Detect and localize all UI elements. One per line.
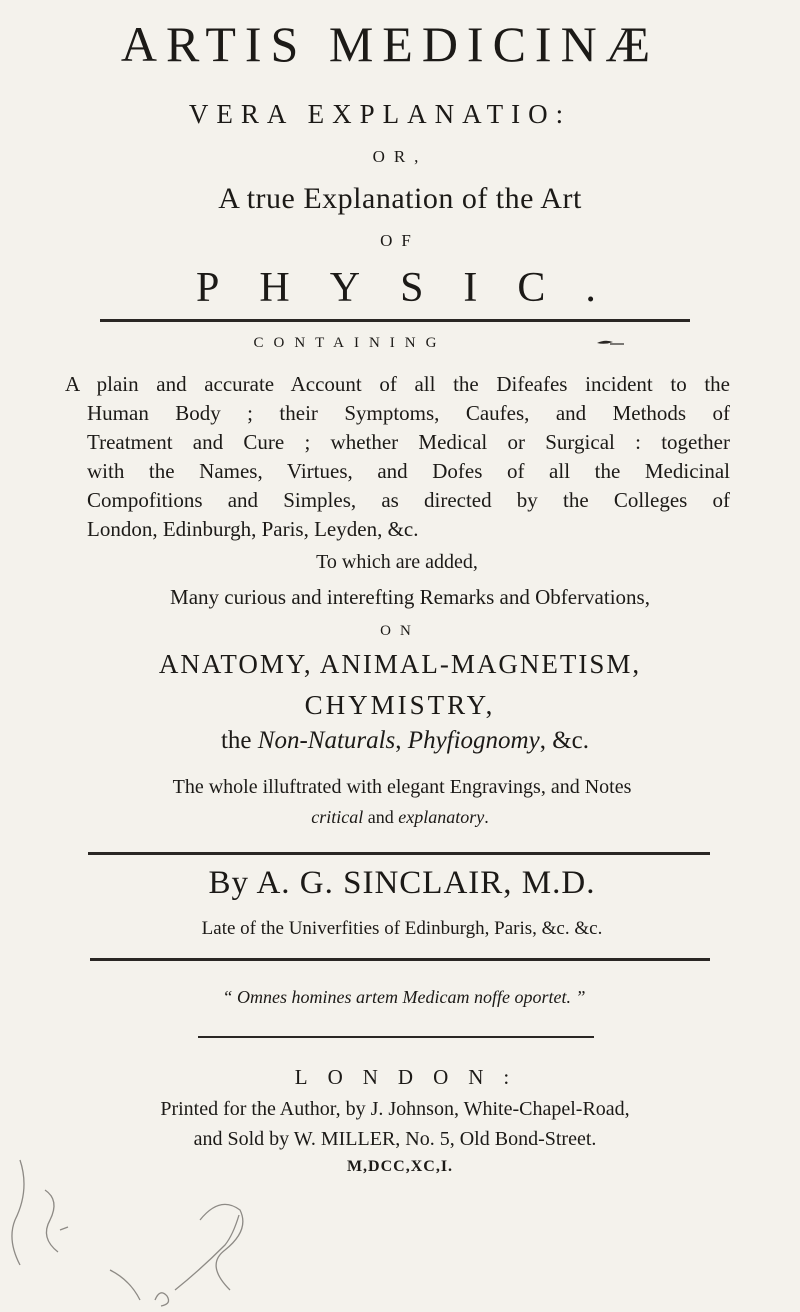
topics-line-2: CHYMISTRY, [304,690,496,720]
added-intro: To which are added, [316,551,478,573]
author-line: By A. G. SINCLAIR, M.D. [208,865,596,901]
topic-non-naturals: Non-Naturals [257,727,396,754]
subject-title: PHYSIC. [196,265,636,311]
author-affiliation: Late of the Univerfities of Edinburgh, Paris, &c. &c. [201,918,603,939]
description-line: A plain and accurate Account of all the Difeafes incident to the [65,372,730,396]
topics-prefix: the [220,727,252,754]
engravings-line: The whole illuftrated with elegant Engravings, and Notes [172,776,632,798]
description-line: Human Body ; their Symptoms, Caufes, and Methods of [87,401,730,425]
containing-label: CONTAINING [253,335,447,351]
on-connector: ON [380,623,420,639]
imprint-seller: and Sold by W. MILLER, No. 5, Old Bond-Street. [193,1128,597,1150]
description-line: London, Edinburgh, Paris, Leyden, &c. [87,517,419,541]
notes-line: critical and explanatory. [311,807,489,827]
or-connector: OR, [372,147,428,166]
description-line: Compofitions and Simples, as directed by the Colleges of [87,488,730,512]
latin-title: ARTIS MEDICINÆ [120,16,660,72]
latin-subtitle: VERA EXPLANATIO: [188,99,572,129]
remarks-line: Many curious and interefting Remarks and Obfervations, [170,585,650,609]
imprint-date: M,DCC,XC,I. [346,1158,454,1175]
notes-critical: critical [311,807,364,827]
topics-suffix: &c. [552,727,590,754]
english-title: A true Explanation of the Art [218,182,582,215]
notes-explanatory: explanatory [398,807,485,827]
description-line: with the Names, Virtues, and Dofes of all the Medicinal [87,459,730,483]
notes-and: and [367,807,394,827]
latin-motto: “ Omnes homines artem Medicam noffe oportet. ” [222,987,586,1007]
topic-physiognomy: Phyfiognomy [407,727,540,754]
topics-line-1: ANATOMY, ANIMAL-MAGNETISM, [158,649,642,679]
imprint-printer: Printed for the Author, by J. Johnson, White-Chapel-Road, [160,1098,630,1120]
imprint-city: LONDON: [294,1065,530,1089]
of-connector: OF [380,231,420,250]
description-line: Treatment and Cure ; whether Medical or Surgical : together [87,430,730,454]
topics-line-3: the Non-Naturals, Phyfiognomy, &c. [220,727,590,754]
